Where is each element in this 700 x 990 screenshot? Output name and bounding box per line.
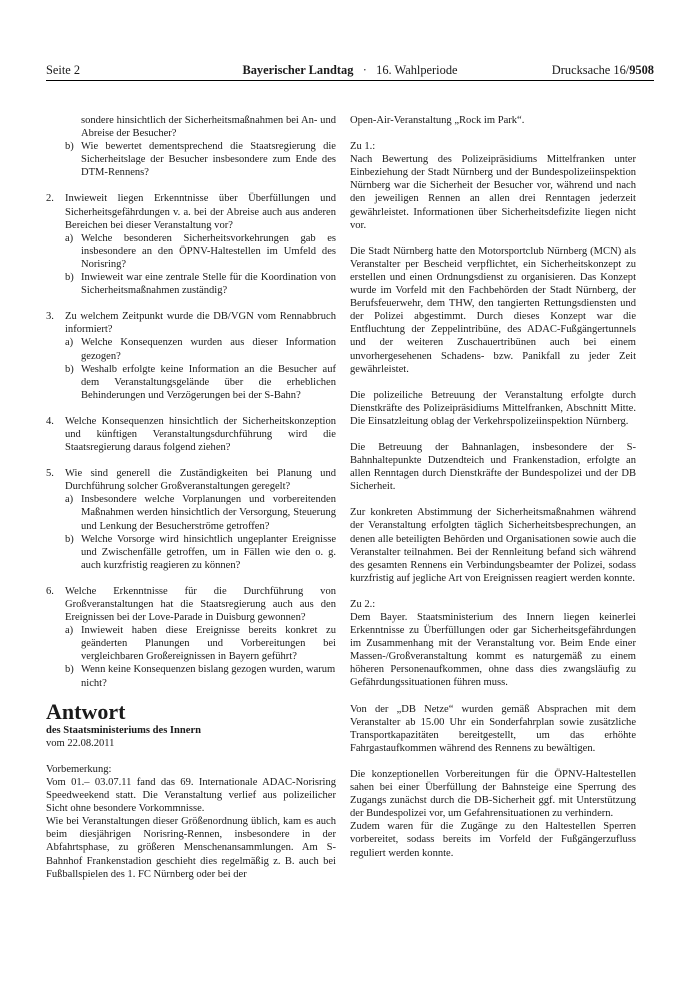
answer-paragraph: Die konzeptionellen Vorbereitungen für die ÖPNV-Haltestellen sahen bei einer Überfüllung der Bahnsteige eine Sperrung des Zugangs zunächst durch die DB-Sicherheit ggf. mit Unterstützung der Bundespolizei vor, um Gefahrensituationen zu verhindern. (350, 768, 636, 820)
item-label: b) (65, 272, 74, 284)
item-label: a) (65, 232, 74, 244)
item-label: b) (65, 141, 74, 153)
answer-paragraph: Die Betreuung der Bahnanlagen, insbesondere der S-Bahnhaltepunkte Dutzendteich und Frankenstadion, erfolgte an allen Renntagen durch Dienstkräfte der Bundespolizei und der DB Sicherheit. (350, 441, 636, 493)
left-column (46, 114, 336, 881)
question-text: Inwieweit liegen Erkenntnisse über Überfüllungen und Sicherheitsgefährdungen v. a. bei der Abreise auch aus anderen Bereichen bei dieser Veranstaltung vor? (65, 193, 336, 231)
item-label: b) (65, 533, 74, 545)
question-1a-text-cont: sondere hinsichtlich der Sicherheitsmaßnahmen bei An- und Abreise der Besucher? (81, 115, 336, 140)
answer-paragraph: Die Stadt Nürnberg hatte den Motorsportclub Nürnberg (MCN) als Veranstalter per Bescheid verpflichtet, ein Sicherheitskonzept zu erstellen und einen Ordnungsdienst zu organisieren. Das Konzept wurde im Vorfeld mit den Fachbehörden der Stadt Nürnberg, der Berufsfeuerwehr, dem THW, den tangierten Rettungsdiensten und der Polizei abgestimmt. Durch dieses Konzept war die Entfluchtung der Zeppelintribüne, des ADAC-Fußgängertunnels und der weiteren Zuschauertribünen auch bei einem unvorhergesehenen Schadens- bzw. Panikfall zu jeder Zeit gewährleistet. (350, 245, 636, 375)
item-text: Wie bewertet dementsprechend die Staatsregierung die Sicherheitslage der Besucher insbesondere zum Ende des DTM-Rennens? (81, 141, 336, 179)
answer-paragraph: Die polizeiliche Betreuung der Veranstaltung erfolgte durch Dienstkräfte des Polizeipräsidiums Mittelfranken, Abschnitt Mitte. Die Einsatzleitung oblag der Verkehrspolizeiinspektion Nürnberg. (350, 389, 636, 427)
question-4 (46, 415, 336, 454)
item-label: b) (65, 664, 74, 676)
answer-paragraph: Zur konkreten Abstimmung der Sicherheitsmaßnahmen während der Veranstaltung erfolgten täglich Sicherheitsbesprechungen, an denen alle beteiligten Behörden und Organisationen sowie auch die Veranstalter teilnahmen. Bei der Rennleitung befand sich während des gesamten Rennens ein Verbindungsbeamter der Polizei, sodass kurzfristig auf jegliche Art von Ereignissen reagiert werden konnte. (350, 507, 636, 584)
question-text: Zu welchem Zeitpunkt wurde die DB/VGN vom Rennabbruch informiert? (65, 311, 336, 336)
item-text: Inwieweit haben diese Ereignisse bereits konkret zu geänderten Planungen und Vorbereitungen bei vergleichbaren Großereignissen in Bayern geführt? (81, 625, 336, 663)
preliminary-remark-paragraph: Wie bei Veranstaltungen dieser Größenordnung üblich, kam es auch beim diesjährigen Norisring-Rennen, insbesondere in der Abfahrtsphase, zu größeren Menschenansammlungen. Am S-Bahnhof Frankenstadion geschieht dies regelmäßig z. B. auch bei Fußballspielen des 1. FC Nürnberg oder bei der (46, 816, 336, 880)
item-label: a) (65, 337, 74, 349)
document-number (552, 63, 654, 78)
answer-paragraph: Nach Bewertung des Polizeipräsidiums Mittelfranken unter Einbeziehung der Stadt Nürnberg und der Bundespolizeiinspektion Nürnberg war die Sicherheit der Besucher vor, während und nach den jeweiligen Rennen an allen drei Renntagen jederzeit gewährleistet. Informationen über Sicherheitsdefizite liegen nicht vor. (350, 154, 636, 231)
question-3b (46, 363, 336, 402)
question-number: 6. (46, 585, 54, 597)
answer-ministry: des Staatsministeriums des Innern (46, 724, 201, 736)
item-text: Welche besonderen Sicherheitsvorkehrungen gab es insbesondere an den ÖPNV-Haltestellen im Umfeld des Norisring? (81, 232, 336, 270)
page-number: Seite 2 (46, 63, 81, 77)
question-5a (46, 493, 336, 532)
right-column (350, 114, 636, 860)
answer-paragraph: Dem Bayer. Staatsministerium des Innern liegen keinerlei Erkenntnisse zu Überfüllungen oder gar Sicherheitsgefährdungen im Zusammenhang mit der Veranstaltung vor. Beim Ende einer Massen-/Großveranstaltung kommt es naturgemäß zu einem höheren Personenaufkommen, ohne dass dies zwangsläufig zu Gefährdungssituationen führen muss. (350, 612, 636, 689)
item-text: Weshalb erfolgte keine Information an die Besucher auf dem Veranstaltungsgelände über die erheblichen Behinderungen und Verzögerungen bei der S-Bahn? (81, 363, 336, 401)
item-text: Welche Vorsorge wird hinsichtlich ungeplanter Ereignisse und Zwischenfälle getroffen, um in Fällen wie den o. g. auch kurzfristig reagieren zu können? (81, 533, 336, 571)
question-5b (46, 533, 336, 572)
question-number: 3. (46, 311, 54, 323)
item-text: Insbesondere welche Vorplanungen und vorbereitenden Maßnahmen werden hinsichtlich der Versorgung, Steuerung und Lenkung der Besucherströme getroffen? (81, 494, 336, 532)
answer-paragraph: Von der „DB Netze“ wurden gemäß Absprachen mit dem Veranstalter ab 15.00 Uhr ein Sonderfahrplan sowie zusätzliche Transportkapazitäten bereitgestellt, um das erhöhte Fahrgastaufkommen während des Rennens zu bewältigen. (350, 703, 636, 754)
answer-1-label: Zu 1.: (350, 141, 376, 153)
question-number: 4. (46, 415, 54, 427)
question-3a (46, 336, 336, 362)
question-2 (46, 192, 336, 231)
item-text: Wenn keine Konsequenzen bislang gezogen wurden, warum nicht? (81, 664, 336, 689)
question-5 (46, 467, 336, 493)
answer-heading: Antwort (46, 698, 126, 724)
question-6b (46, 663, 336, 689)
item-label: a) (65, 625, 74, 637)
question-text: Welche Konsequenzen hinsichtlich der Sicherheitskonzeption und künftigen Veranstaltungsdurchführung wird die Staatsregierung daraus folgend ziehen? (65, 415, 336, 454)
document-number-prefix: Drucksache 16/ (551, 63, 630, 77)
document-number-value: 9508 (629, 63, 654, 77)
item-text: Welche Konsequenzen wurden aus dieser Information gezogen? (81, 337, 336, 362)
legislative-period: 16. Wahlperiode (376, 63, 458, 77)
parliament-name: Bayerischer Landtag (242, 63, 354, 77)
question-text: Welche Erkenntnisse für die Durchführung von Großveranstaltungen hat die Staatsregierung auch aus den Ereignissen bei der Love-Parade in Duisburg gewonnen? (65, 585, 336, 624)
question-number: 2. (46, 193, 54, 205)
question-2a (46, 232, 336, 271)
question-6a (46, 624, 336, 663)
header-separator: · (362, 63, 367, 77)
answer-paragraph: Zudem waren für die Zugänge zu den Haltestellen Sperren vorbereitet, sodass bereits im Vorfeld der Fußgängerzufluss reguliert werden konnte. (350, 821, 636, 859)
preliminary-remark-paragraph: Vom 01.– 03.07.11 fand das 69. Internationale ADAC-Norisring Speedweekend statt. Die Veranstaltung verlief aus polizeilicher Sicht ohne besondere Vorkommnisse. (46, 776, 336, 815)
page-header (46, 63, 654, 79)
item-text: Inwieweit war eine zentrale Stelle für die Koordination von Sicherheitsmaßnahmen zuständig? (81, 272, 336, 297)
continued-paragraph: Open-Air-Veranstaltung „Rock im Park“. (350, 115, 525, 126)
question-number: 5. (46, 468, 54, 480)
item-label: a) (65, 494, 74, 506)
question-6 (46, 585, 336, 624)
answer-date: vom 22.08.2011 (46, 737, 115, 749)
question-1b (46, 140, 336, 179)
header-rule (46, 80, 654, 81)
question-3 (46, 310, 336, 336)
preliminary-remark-label: Vorbemerkung: (46, 763, 112, 775)
answer-2-label: Zu 2.: (350, 598, 376, 610)
item-label: b) (65, 363, 74, 375)
question-1-continued (46, 114, 336, 140)
question-text: Wie sind generell die Zuständigkeiten bei Planung und Durchführung solcher Großveranstaltungen geregelt? (65, 468, 336, 493)
question-2b (46, 271, 336, 297)
